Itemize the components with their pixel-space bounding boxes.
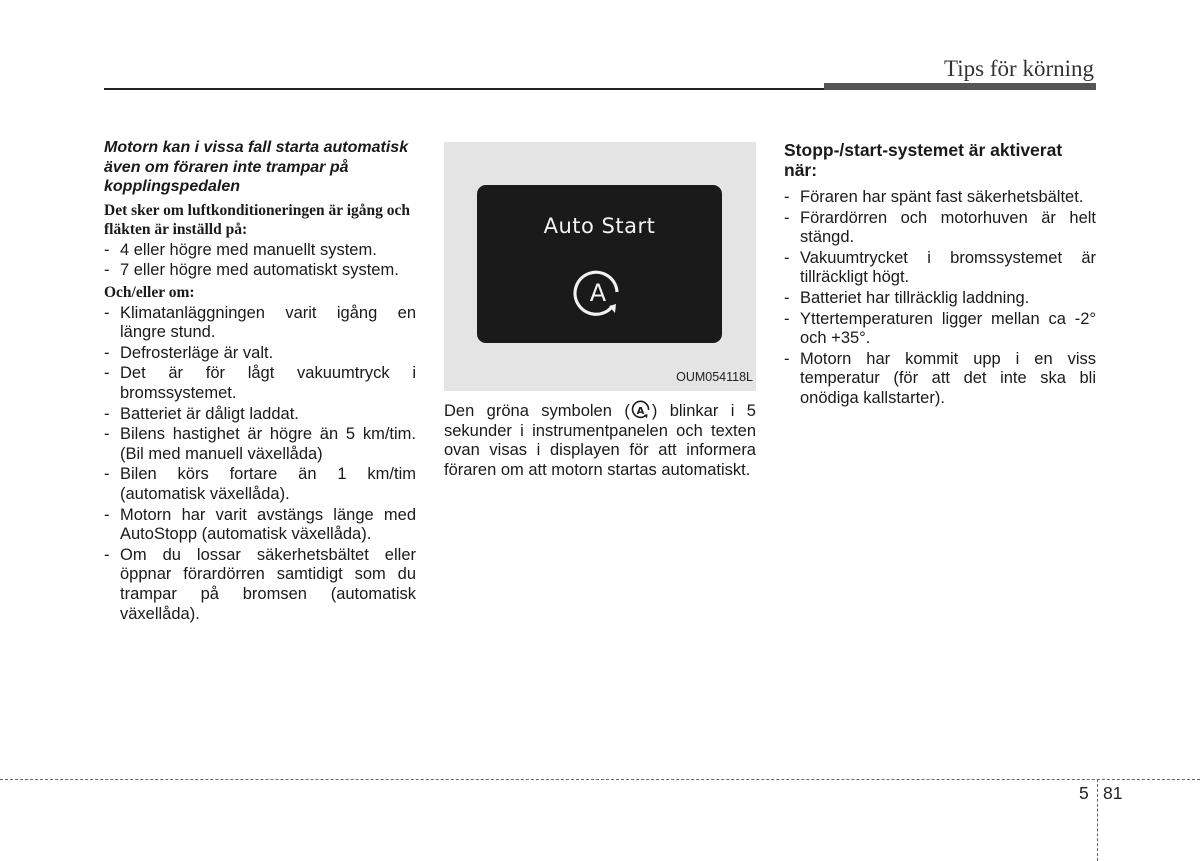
auto-start-a-icon [571,267,627,319]
header-rule-accent [824,83,1096,90]
right-column [784,140,1096,411]
list-item: - Bilen körs fortare än 1 km/tim (automatisk växellåda). [104,465,416,504]
activation-conditions-list [784,188,1096,409]
list-item: - 4 eller högre med manuellt system. [104,241,416,261]
list-item: - Batteriet har tillräcklig laddning. [784,289,1096,309]
list-item: - Defrosterläge är valt. [104,344,416,364]
left-subheading-2: Och/eller om: [104,283,195,301]
list-item: - Vakuumtrycket i bromssystemet är tillräckligt högt. [784,249,1096,288]
list-item: - Motorn har kommit upp i en viss temperatur (för att det inte ska bli onödiga kallstarter). [784,350,1096,409]
middle-column [444,142,756,480]
list-item: - Det är för lågt vakuumtryck i bromssystemet. [104,364,416,403]
list-item: - Motorn har varit avstängs länge med AutoStopp (automatisk växellåda). [104,506,416,545]
footer-rule [0,779,1200,780]
fan-setting-list [104,241,416,281]
list-item: - Batteriet är dåligt laddat. [104,405,416,425]
condition-list [104,304,416,625]
display-figure [444,142,756,391]
footer-divider [1097,779,1098,861]
description-start: Den gröna symbolen ( [444,402,630,420]
left-heading: Motorn kan i vissa fall starta automatisk även om föraren inte trampar på kopplingspedalen [104,139,409,195]
auto-start-inline-icon [630,400,652,420]
list-item: - Yttertemperaturen ligger mellan ca -2° och +35°. [784,310,1096,349]
display-text: Auto Start [543,214,656,238]
left-column [104,138,416,626]
right-heading: Stopp-/start-systemet är aktiverat när: [784,140,1063,180]
figure-description [444,400,756,480]
list-item: - Föraren har spänt fast säkerhetsbältet. [784,188,1096,208]
svg-text:A: A [636,406,645,417]
list-item: - 7 eller högre med automatiskt system. [104,261,416,281]
left-subheading-1: Det sker om luftkonditioneringen är igång och fläkten är inställd på: [104,201,410,238]
figure-caption: OUM054118L [676,370,753,385]
cluster-display [477,185,722,343]
list-item: - Klimatanläggningen varit igång en längre stund. [104,304,416,343]
list-item: - Förardörren och motorhuven är helt stängd. [784,209,1096,248]
list-item: - Bilens hastighet är högre än 5 km/tim. (Bil med manuell växellåda) [104,425,416,464]
section-title: Tips för körning [944,56,1094,81]
page-number: 81 [1103,783,1123,803]
description-end: ) blinkar i 5 sekunder i instrumentpanelen och texten ovan visas i displayen för att informera föraren om att motorn startas automatiskt. [444,402,756,479]
chapter-number: 5 [1079,783,1089,803]
list-item: - Om du lossar säkerhetsbältet eller öppnar förardörren samtidigt som du trampar på bromsen (automatisk växellåda). [104,546,416,624]
svg-text:A: A [589,279,607,307]
